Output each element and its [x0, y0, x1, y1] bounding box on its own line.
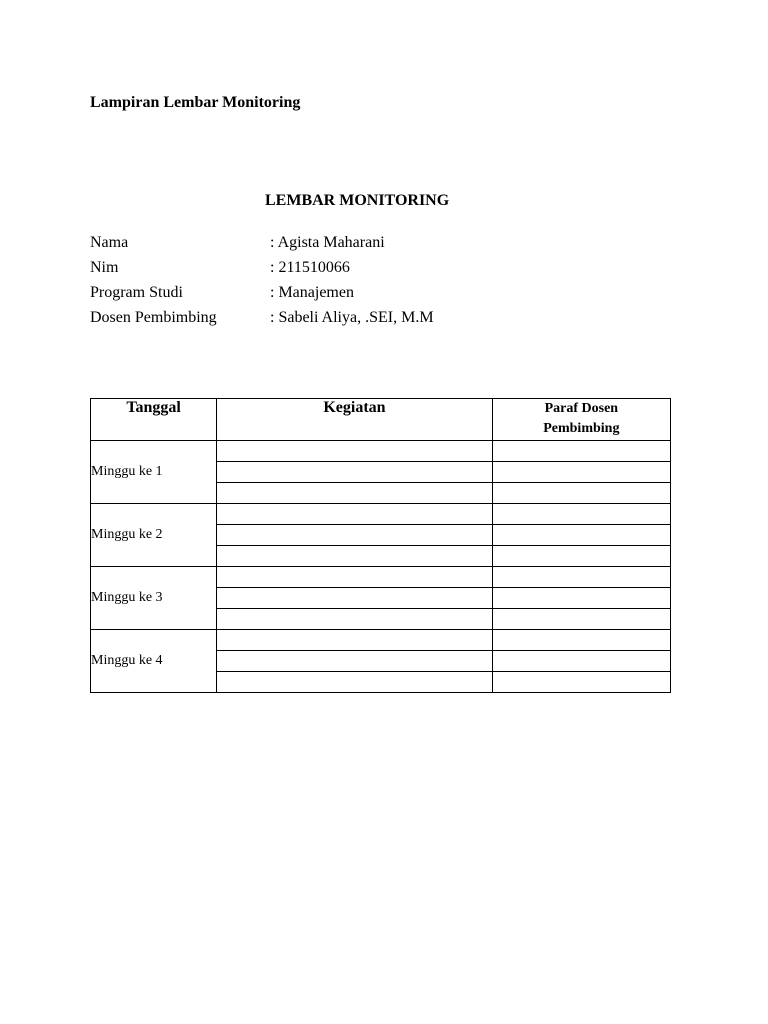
table-row [91, 567, 671, 588]
header-paraf-line2: Pembimbing [543, 421, 620, 436]
week-label: Minggu ke 1 [91, 441, 217, 504]
week-label: Minggu ke 2 [91, 504, 217, 567]
kegiatan-cell [217, 672, 492, 693]
table-row [91, 630, 671, 651]
info-value: : Sabeli Aliya, .SEI, M.M [270, 309, 434, 326]
table-row [91, 441, 671, 462]
info-row-program-studi [90, 283, 434, 308]
info-label: Nim [90, 259, 119, 276]
kegiatan-cell [217, 609, 492, 630]
paraf-cell [492, 483, 670, 504]
kegiatan-cell [217, 546, 492, 567]
info-label: Program Studi [90, 284, 183, 301]
week-label: Minggu ke 3 [91, 567, 217, 630]
kegiatan-cell [217, 630, 492, 651]
paraf-cell [492, 546, 670, 567]
kegiatan-cell [217, 567, 492, 588]
header-tanggal: Tanggal [91, 399, 217, 441]
kegiatan-cell [217, 651, 492, 672]
monitoring-table [90, 398, 671, 693]
info-label: Nama [90, 234, 129, 251]
kegiatan-cell [217, 462, 492, 483]
form-title: LEMBAR MONITORING [265, 192, 450, 209]
paraf-cell [492, 504, 670, 525]
week-label: Minggu ke 4 [91, 630, 217, 693]
table-row [91, 504, 671, 525]
paraf-cell [492, 609, 670, 630]
kegiatan-cell [217, 588, 492, 609]
info-row-nama [90, 233, 434, 258]
header-kegiatan: Kegiatan [217, 399, 492, 441]
info-label: Dosen Pembimbing [90, 309, 217, 326]
paraf-cell [492, 672, 670, 693]
paraf-cell [492, 651, 670, 672]
paraf-cell [492, 630, 670, 651]
paraf-cell [492, 567, 670, 588]
paraf-cell [492, 462, 670, 483]
header-paraf [492, 399, 670, 441]
kegiatan-cell [217, 441, 492, 462]
info-value: : Agista Maharani [270, 234, 385, 251]
kegiatan-cell [217, 483, 492, 504]
table-header-row [91, 399, 671, 441]
appendix-title: Lampiran Lembar Monitoring [90, 94, 301, 111]
info-row-dosen-pembimbing [90, 308, 434, 333]
student-info [90, 233, 434, 333]
kegiatan-cell [217, 504, 492, 525]
kegiatan-cell [217, 525, 492, 546]
info-value: : Manajemen [270, 284, 354, 301]
info-value: : 211510066 [270, 259, 350, 276]
paraf-cell [492, 588, 670, 609]
paraf-cell [492, 441, 670, 462]
header-paraf-line1: Paraf Dosen [544, 401, 619, 416]
paraf-cell [492, 525, 670, 546]
info-row-nim [90, 258, 434, 283]
